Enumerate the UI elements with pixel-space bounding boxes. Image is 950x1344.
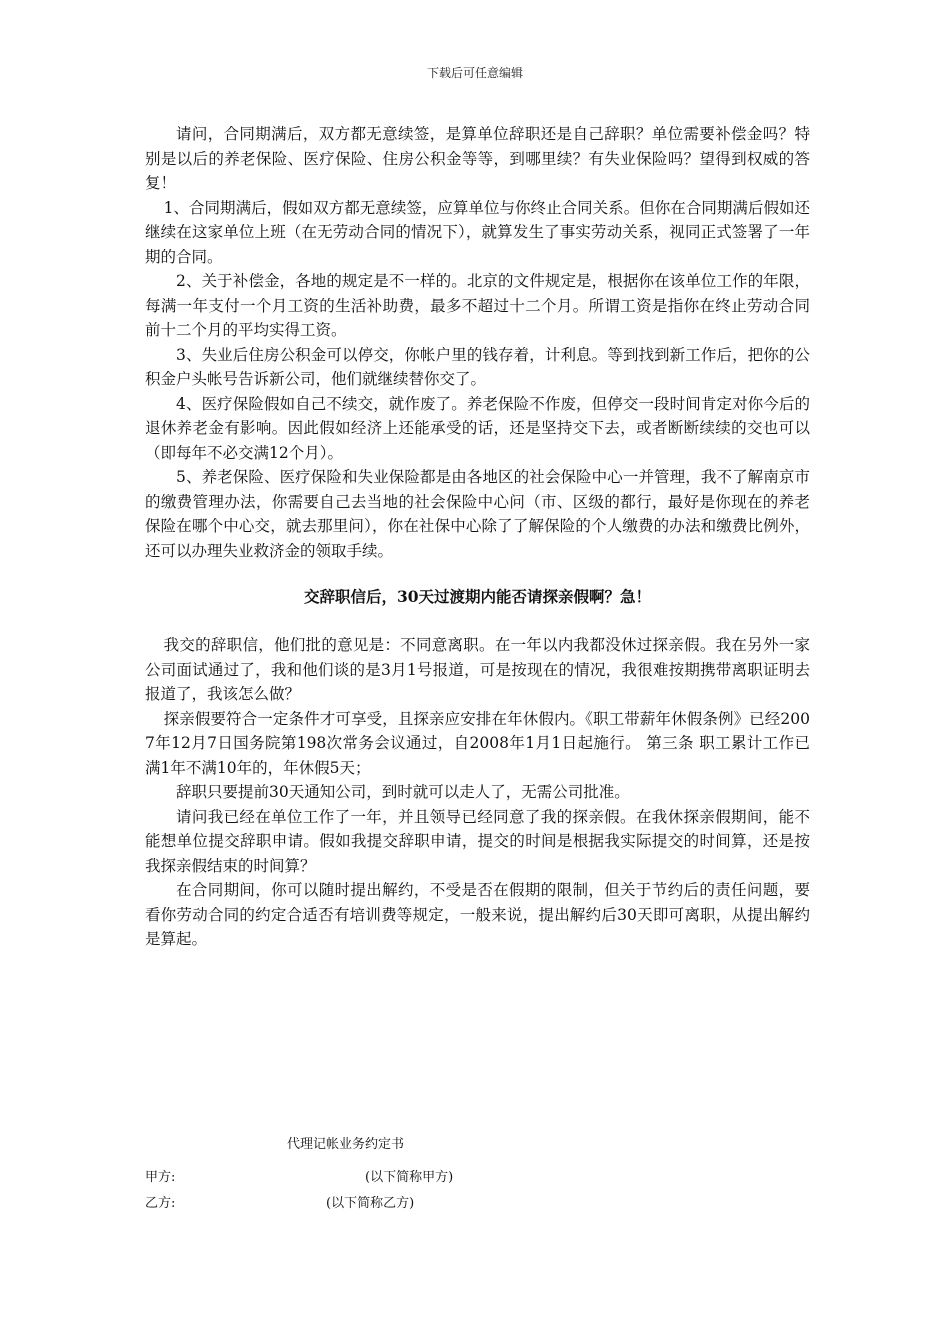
party-a-label: 甲方: <box>145 1170 176 1185</box>
page-header-note: 下载后可任意编辑 <box>426 66 523 80</box>
answer-paragraph-5: 5、养老保险、医疗保险和失业保险都是由各地区的社会保险中心一并管理，我不了解南京市的缴费管理办法，你需要自己去当地的社会保险中心问（市、区级的都行，最好是你现在的养老保险在哪个中心交，就去那里问），你在社保中心除了了解保险的个人缴费的办法和缴费比例外，还可以办理失业救济金的领取手续。 <box>145 468 810 560</box>
question-paragraph: 我交的辞职信，他们批的意见是：不同意离职。在一年以内我都没休过探亲假。我在另外一家公司面试通过了，我和他们谈的是3月1号报道，可是按现在的情况，我很难按期携带离职证明去报道了，我该怎么做？ <box>145 636 810 703</box>
answer-paragraph: 辞职只要提前30天通知公司，到时就可以走人了，无需公司批准。 <box>176 783 630 801</box>
answer-paragraph-1: 1、合同期满后，假如双方都无意续签，应算单位与你终止合同关系。但你在合同期满后假如还继续在这家单位上班（在无劳动合同的情况下），就算发生了事实劳动关系，视同正式签署了一年期的合同。 <box>145 198 810 266</box>
party-b-note: (以下简称乙方) <box>326 1196 415 1211</box>
answer-paragraph: 探亲假要符合一定条件才可享受，且探亲应安排在年休假内。《职工带薪年休假条例》已经2007年12月7日国务院第198次常务会议通过，自2008年1月1日起施行。 第三条 职工累计工作已满1年不满10年的，年休假5天； <box>145 709 810 777</box>
question-paragraph: 请问我已经在单位工作了一年，并且领导已经同意了我的探亲假。在我休探亲假期间，能不能想单位提交辞职申请。假如我提交辞职申请，提交的时间是根据我实际提交的时间算，还是按我探亲假结束的时间算？ <box>145 807 810 875</box>
answer-paragraph-3: 3、失业后住房公积金可以停交，你帐户里的钱存着，计利息。等到找到新工作后，把你的公积金户头帐号告诉新公司，他们就继续替你交了。 <box>145 345 810 388</box>
question-paragraph: 请问，合同期满后，双方都无意续签，是算单位辞职还是自己辞职？单位需要补偿金吗？特别是以后的养老保险、医疗保险、住房公积金等等，到哪里续？有失业保险吗？望得到权威的答复！ <box>145 125 810 192</box>
qa-section-resignation-leave <box>145 585 810 952</box>
party-b-label: 乙方: <box>145 1196 176 1211</box>
contract-title: 代理记帐业务约定书 <box>287 1137 405 1152</box>
answer-paragraph-4: 4、医疗保险假如自己不续交，就作废了。养老保险不作废，但停交一段时间肯定对你今后的退休养老金有影响。因此假如经济上还能承受的话，还是坚持交下去，或者断断续续的交也可以（即每年不必交满12个月）。 <box>145 394 810 462</box>
answer-paragraph: 在合同期间，你可以随时提出解约，不受是否在假期的限制，但关于节约后的责任问题，要看你劳动合同的约定合适否有培训费等规定，一般来说，提出解约后30天即可离职，从提出解约是算起。 <box>145 881 810 948</box>
party-a-note: (以下简称甲方) <box>365 1170 454 1185</box>
section-title: 交辞职信后，30天过渡期内能否请探亲假啊？急！ <box>303 587 652 606</box>
qa-section-contract-expiry <box>145 122 810 563</box>
document-body <box>145 122 810 952</box>
answer-paragraph-2: 2、关于补偿金，各地的规定是不一样的。北京的文件规定是，根据你在该单位工作的年限，每满一年支付一个月工资的生活补助费，最多不超过十二个月。所谓工资是指你在终止劳动合同前十二个月的平均实得工资。 <box>145 272 810 339</box>
